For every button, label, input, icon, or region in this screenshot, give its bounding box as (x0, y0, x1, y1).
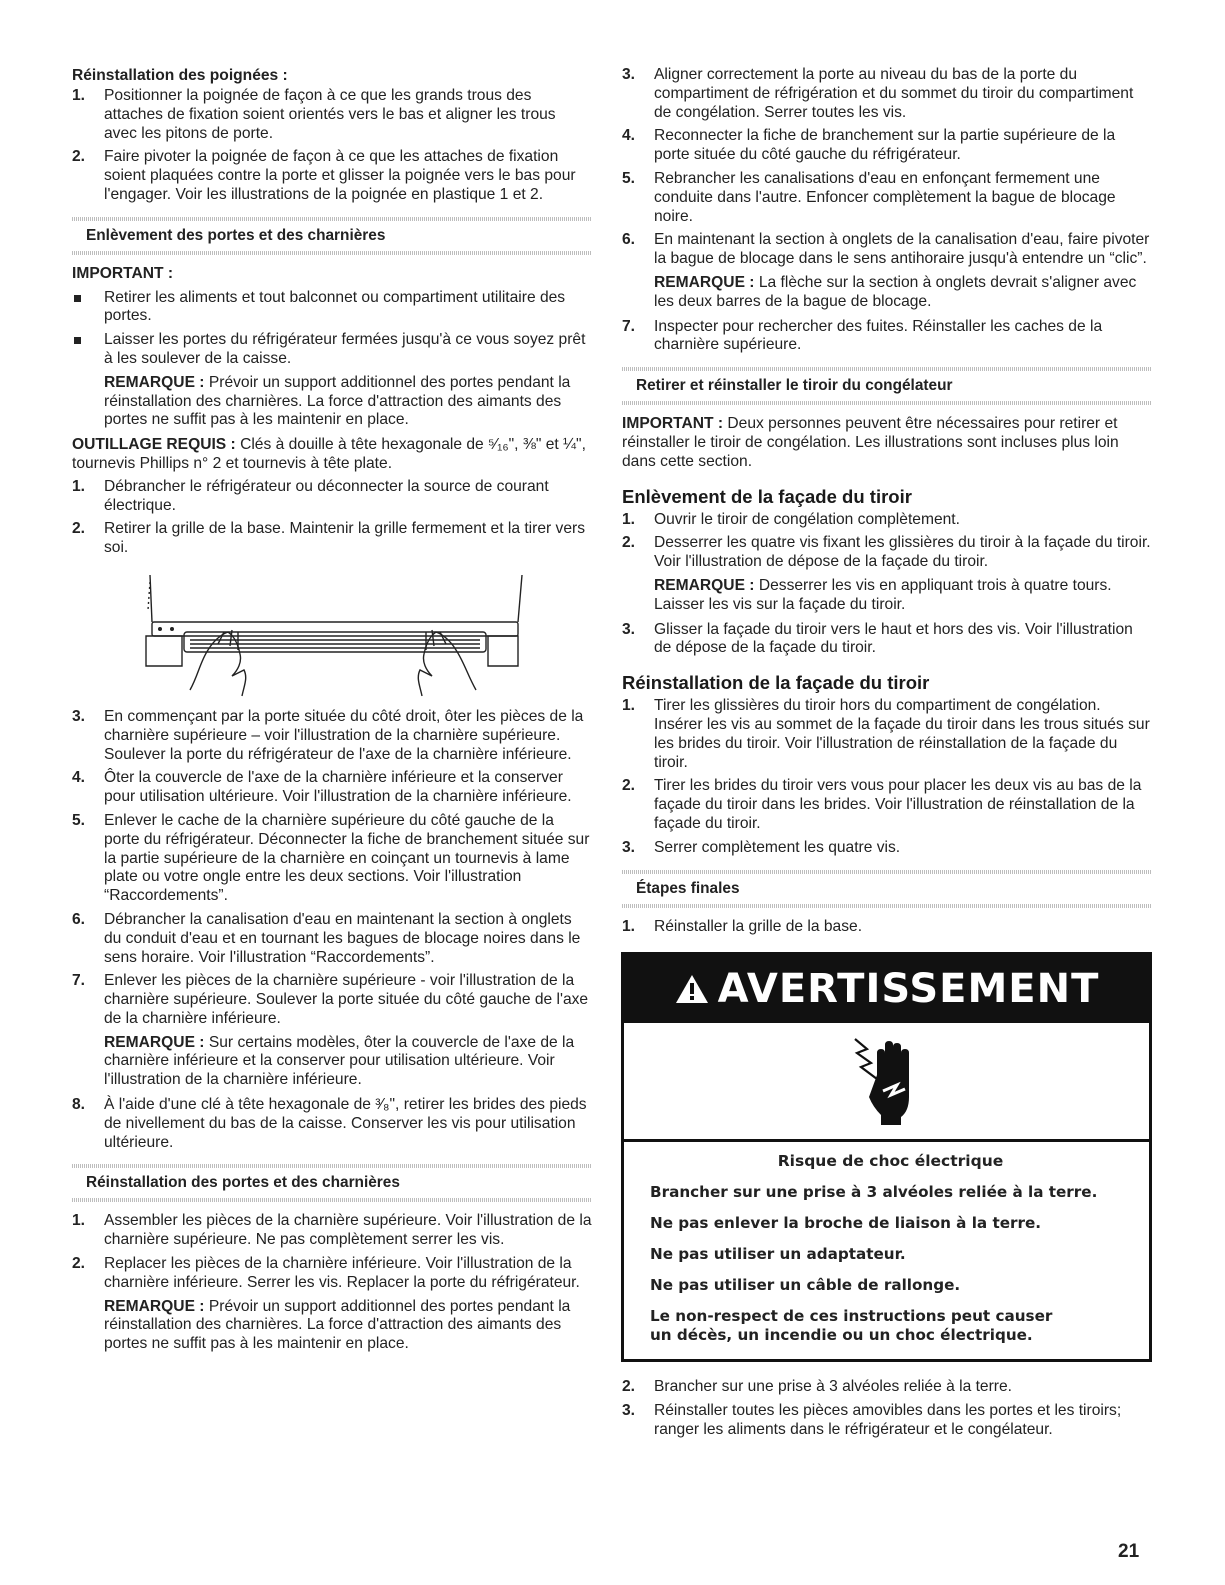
important-label: IMPORTANT : (72, 264, 174, 282)
list-item: 3. Glisser la façade du tiroir vers le haut et hors des vis. Voir l'illustration de dépose de la façade du tiroir. (622, 620, 1133, 657)
hands-removing-grille-illustration (72, 570, 592, 700)
warning-icon-area (624, 1023, 1149, 1142)
front-removal-steps-b (622, 621, 1152, 659)
list-item: 1. Tirer les glissières du tiroir hors du compartiment de congélation. Insérer les vis au sommet de la façade du tiroir dans les trous situés sur les brides du tiroir. Voir l'illustration de réinstallation de la façade du tiroir. (622, 697, 1150, 771)
warning-line: Ne pas utiliser un câble de rallonge. (650, 1276, 961, 1295)
reinstall-steps (72, 1212, 592, 1292)
list-item: 2. Tirer les brides du tiroir vers vous pour placer les deux vis au bas de la façade du tiroir dans les brides. Voir l'illustration de réinstallation de la façade du tiroir. (622, 777, 1142, 832)
list-item: 4. Reconnecter la fiche de branchement sur la partie supérieure de la porte située du côté gauche du réfrigérateur. (622, 127, 1116, 164)
drawer-important: IMPORTANT : Deux personnes peuvent être nécessaires pour retirer et réinstaller le tiroir de congélation. Les illustrations sont incluses plus loin dans cette section. (622, 415, 1119, 470)
handles-steps (72, 87, 592, 205)
final-steps-a (622, 918, 1152, 937)
list-item: 5. Enlever le cache de la charnière supérieure du côté gauche de la porte du réfrigérateur. Déconnecter la fiche de branchement située sur la partie supérieure de la charnière en coinçant un tournevis à lame plate ou votre ongle entre les deux sections. Voir l'illustration “Raccordements”. (72, 811, 590, 905)
hatch-divider (72, 251, 592, 255)
list-item: Retirer les aliments et tout balconnet ou compartiment utilitaire des portes. (72, 289, 592, 327)
list-item: 7. Enlever les pièces de la charnière supérieure - voir l'illustration de la charnière supérieure. Soulever la porte située du côté gauche de l'axe de la charnière inférieure. (72, 972, 589, 1027)
list-item: 6. En maintenant la section à onglets de la canalisation d'eau, faire pivoter la bague de blocage dans le sens antihoraire jusqu'à entendre un “clic”. (622, 231, 1150, 268)
hatch-divider (72, 1198, 592, 1202)
list-item: 2. Retirer la grille de la base. Maintenir la grille fermement et la tirer vers soi. (72, 520, 585, 557)
note: REMARQUE : Desserrer les vis en appliquant trois à quatre tours. Laisser les vis sur la façade du tiroir. (654, 576, 1112, 613)
section-header-reinstall-doors (72, 1164, 592, 1202)
warning-risk: Risque de choc électrique (777, 1152, 1004, 1171)
list-item: 8. À l'aide d'une clé à tête hexagonale de ³⁄₈", retirer les brides des pieds de nivellement du bas de la caisse. Conserver les vis pour utilisation ultérieure. (72, 1096, 587, 1151)
hatch-divider (622, 401, 1152, 405)
warning-line: Brancher sur une prise à 3 alvéoles reliée à la terre. (650, 1183, 1098, 1202)
warning-heading: AVERTISSEMENT (717, 965, 1100, 1012)
handles-subhead: Réinstallation des poignées : (72, 67, 288, 84)
remove-steps-c (72, 1096, 592, 1152)
front-reinstall-heading: Réinstallation de la façade du tiroir (622, 672, 930, 694)
reinstall-steps-end (622, 318, 1152, 356)
list-item: 3. Serrer complètement les quatre vis. (622, 838, 901, 856)
list-item: 1. Réinstaller la grille de la base. (622, 917, 863, 935)
list-item: 3. Aligner correctement la porte au niveau du bas de la porte du compartiment de réfrigération et du sommet du tiroir du compartiment de congélation. Serrer toutes les vis. (622, 66, 1134, 121)
warning-text (624, 1142, 1149, 1359)
list-item: 5. Rebrancher les canalisations d'eau en enfonçant fermement une conduite dans l'autre. Enfoncer complètement la bague de blocage noire. (622, 169, 1116, 225)
section-title: Réinstallation des portes et des charnières (86, 1174, 400, 1192)
section-title: Enlèvement des portes et des charnières (86, 226, 386, 244)
section-title: Étapes finales (636, 879, 740, 897)
list-item: 4. Ôter la couvercle de l'axe de la charnière inférieure et la conserver pour utilisation ultérieure. Voir l'illustration de la charnière inférieure. (72, 769, 572, 806)
warning-line: Ne pas utiliser un adaptateur. (650, 1245, 906, 1264)
list-item: 2. Brancher sur une prise à 3 alvéoles reliée à la terre. (622, 1378, 1012, 1396)
section-title: Retirer et réinstaller le tiroir du congélateur (636, 377, 953, 395)
list-item: 2. Faire pivoter la poignée de façon à ce que les attaches de fixation soient plaquées contre la porte et glisser la poignée vers le bas pour l'engager. Voir les illustrations de la poignée en plastique 1 et 2. (72, 148, 576, 203)
section-header-freezer-drawer (622, 367, 1152, 405)
warning-consequence: Le non-respect de ces instructions peut causer un décès, un incendie ou un choc électrique. (650, 1307, 1053, 1345)
hatch-divider (622, 904, 1152, 908)
list-item: 1. Débrancher le réfrigérateur ou déconnecter la source de courant électrique. (72, 477, 549, 514)
reinstall-steps-continued (622, 66, 1152, 269)
section-header-final-steps (622, 870, 1152, 908)
section-header-remove-doors (72, 217, 592, 255)
important-bullets (72, 289, 592, 369)
remove-steps-b (72, 708, 592, 1029)
base-grille-illustration (72, 570, 592, 700)
note: REMARQUE : Prévoir un support additionnel des portes pendant la réinstallation des charnières. La force d'attraction des aimants des portes ne suffit pas à les maintenir en place. (104, 1297, 571, 1353)
front-removal-heading: Enlèvement de la façade du tiroir (622, 485, 912, 507)
left-column (72, 66, 592, 1360)
page-number: 21 (1118, 1541, 1140, 1562)
bullet-square-icon (74, 295, 81, 302)
front-reinstall-steps (622, 697, 1152, 857)
list-item: 6. Débrancher la canalisation d'eau en maintenant la section à onglets du conduit d'eau et en tournant les bagues de blocage noires dans le sens horaire. Voir l'illustration “Raccordements”. (72, 910, 581, 966)
list-item: 1. Assembler les pièces de la charnière supérieure. Voir l'illustration de la charnière supérieure. Ne pas complètement serrer les vis. (72, 1212, 592, 1249)
warning-header (624, 955, 1149, 1023)
list-item: 7. Inspecter pour rechercher des fuites. Réinstaller les caches de la charnière supérieure. (622, 317, 1103, 354)
warning-line: Ne pas enlever la broche de liaison à la terre. (650, 1214, 1042, 1233)
remove-steps-a (72, 478, 592, 558)
note: REMARQUE : La flèche sur la section à onglets devrait s'aligner avec les deux barres de la bague de blocage. (654, 273, 1137, 310)
final-steps-b (622, 1378, 1152, 1439)
list-item: 3. Réinstaller toutes les pièces amovibles dans les portes et les tiroirs; ranger les aliments dans le réfrigérateur et le congélateur. (622, 1402, 1122, 1438)
front-removal-steps-a (622, 511, 1152, 572)
warning-box (621, 952, 1152, 1362)
list-item: 2. Replacer les pièces de la charnière inférieure. Voir l'illustration de la charnière inférieure. Serrer les vis. Replacer la porte du réfrigérateur. (72, 1255, 580, 1291)
note: REMARQUE : Prévoir un support additionnel des portes pendant la réinstallation des charnières. La force d'attraction des aimants des portes ne suffit pas à les maintenir en place. (104, 373, 571, 429)
list-item: 1. Ouvrir le tiroir de congélation complètement. (622, 510, 960, 528)
warning-triangle-icon (674, 973, 710, 1005)
tools-required: OUTILLAGE REQUIS : Clés à douille à tête hexagonale de ⁵⁄₁₆", ⅜" et ¼", tournevis Phillips n° 2 et tournevis à tête plate. (72, 436, 586, 472)
list-item: 2. Desserrer les quatre vis fixant les glissières du tiroir à la façade du tiroir. Voir l'illustration de dépose de la façade du tiroir. (622, 534, 1151, 571)
list-item: 3. En commençant par la porte située du côté droit, ôter les pièces de la charnière supérieure – voir l'illustration de la charnière supérieure. Soulever la porte du réfrigérateur de l'axe de la charnière inférieure. (72, 707, 584, 763)
list-item: Laisser les portes du réfrigérateur fermées jusqu'à ce vous soyez prêt à les soulever de la caisse. (72, 331, 592, 369)
electric-shock-hand-icon (847, 1031, 927, 1131)
bullet-square-icon (74, 337, 81, 344)
list-item: 1. Positionner la poignée de façon à ce que les grands trous des attaches de fixation soient orientés vers le bas et aligner les trous avec les pitons de porte. (72, 87, 556, 142)
right-column (622, 66, 1152, 1445)
note: REMARQUE : Sur certains modèles, ôter la couvercle de l'axe de la charnière inférieure et la conserver pour utilisation ultérieure. Voir l'illustration de la charnière inférieure. (104, 1033, 575, 1089)
